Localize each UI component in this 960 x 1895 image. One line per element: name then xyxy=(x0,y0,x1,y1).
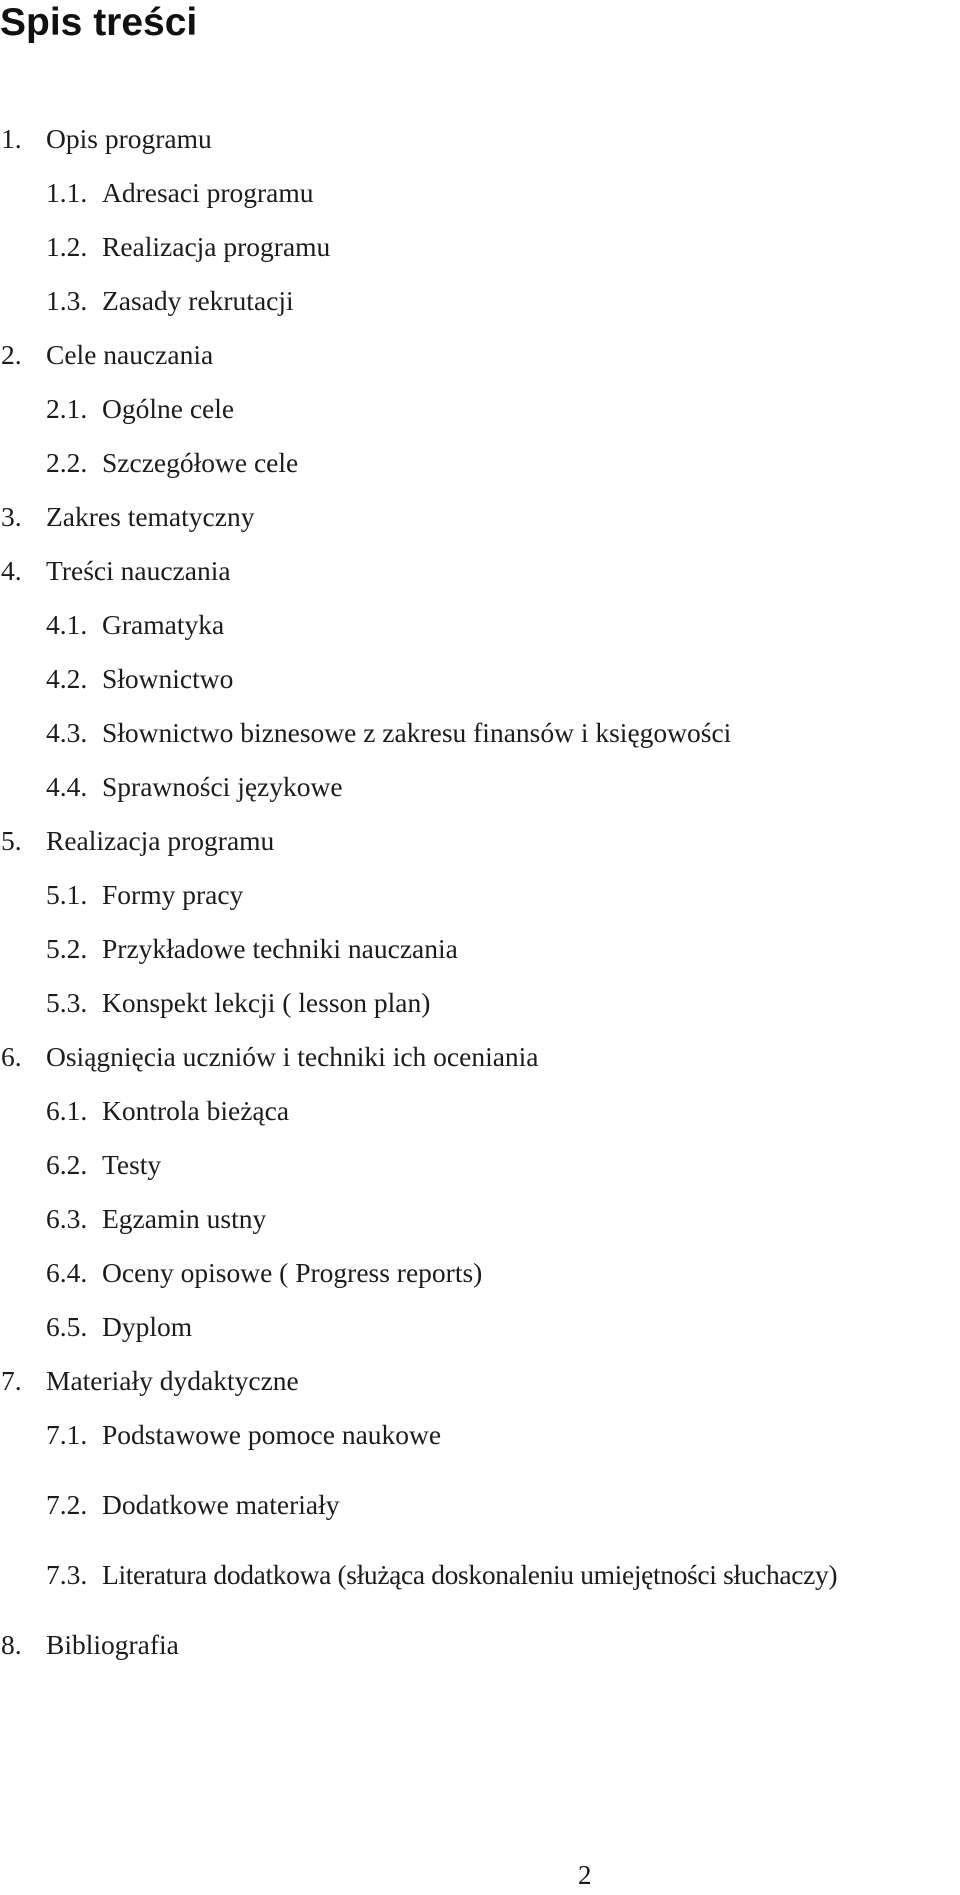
toc-entry-number: 5.1. xyxy=(46,879,88,910)
toc-entry-title: Dodatkowe materiały xyxy=(102,1489,340,1520)
toc-entry-title: Literatura dodatkowa (służąca doskonaleniu umiejętności słuchaczy) xyxy=(102,1559,838,1590)
toc-entry-title: Gramatyka xyxy=(102,609,225,640)
toc-entry xyxy=(0,1628,960,1682)
page-title: Spis treści xyxy=(0,1,198,44)
toc-entry xyxy=(0,1202,960,1256)
toc-entry-title: Oceny opisowe ( Progress reports) xyxy=(102,1257,483,1288)
toc-entry-title: Realizacja programu xyxy=(46,825,275,856)
toc-entry-number: 1.1. xyxy=(46,177,88,208)
toc-entry xyxy=(0,1040,960,1094)
toc-entry xyxy=(0,1418,960,1488)
toc-entry-number: 6.5. xyxy=(46,1311,88,1342)
toc-entry xyxy=(0,500,960,554)
toc-entry-title: Treści nauczania xyxy=(46,555,231,586)
toc-entry-title: Osiągnięcia uczniów i techniki ich oceniania xyxy=(46,1041,539,1072)
toc-entry-number: 6.2. xyxy=(46,1149,88,1180)
toc-entry xyxy=(0,770,960,824)
toc-entry-title: Przykładowe techniki nauczania xyxy=(102,933,458,964)
toc-entry xyxy=(0,554,960,608)
toc-entry-number: 4. xyxy=(1,555,22,586)
toc-entry-number: 6.4. xyxy=(46,1257,88,1288)
toc-entry-title: Materiały dydaktyczne xyxy=(46,1365,299,1396)
toc-entry xyxy=(0,1256,960,1310)
toc-entry-number: 5.3. xyxy=(46,987,88,1018)
toc-entry-number: 6.1. xyxy=(46,1095,88,1126)
toc-entry xyxy=(0,1488,960,1558)
toc-entry-number: 6.3. xyxy=(46,1203,88,1234)
toc-entry-number: 4.1. xyxy=(46,609,88,640)
toc-entry-number: 2.2. xyxy=(46,447,88,478)
toc-entry-number: 8. xyxy=(1,1629,22,1660)
toc-entry-number: 3. xyxy=(1,501,22,532)
toc-entry-number: 4.2. xyxy=(46,663,88,694)
toc-entry xyxy=(0,1364,960,1418)
toc-entry-number: 1. xyxy=(1,123,22,154)
toc-entry-title: Konspekt lekcji ( lesson plan) xyxy=(102,987,431,1018)
toc-entry-number: 5.2. xyxy=(46,933,88,964)
toc-entry xyxy=(0,1148,960,1202)
toc-entry xyxy=(0,1094,960,1148)
toc-entry-title: Zasady rekrutacji xyxy=(102,285,294,316)
toc-entry xyxy=(0,338,960,392)
toc-entry-title: Dyplom xyxy=(102,1311,193,1342)
toc-entry xyxy=(0,230,960,284)
toc-entry xyxy=(0,878,960,932)
toc-entry xyxy=(0,716,960,770)
toc-entry xyxy=(0,986,960,1040)
toc-entry-title: Opis programu xyxy=(46,123,212,154)
toc-entry xyxy=(0,392,960,446)
toc-entry-title: Formy pracy xyxy=(102,879,244,910)
toc-entry xyxy=(0,932,960,986)
toc-entry xyxy=(0,824,960,878)
toc-entry xyxy=(0,446,960,500)
page-number: 2 xyxy=(578,1860,592,1890)
toc-entry-title: Szczegółowe cele xyxy=(102,447,299,478)
toc-entry-title: Bibliografia xyxy=(46,1629,179,1660)
toc-entry-number: 6. xyxy=(1,1041,22,1072)
toc-entry xyxy=(0,608,960,662)
toc-entry xyxy=(0,662,960,716)
toc-entry-number: 1.2. xyxy=(46,231,88,262)
toc-entry-title: Słownictwo biznesowe z zakresu finansów i księgowości xyxy=(102,717,732,748)
toc-entry-title: Testy xyxy=(102,1149,162,1180)
toc-entry-number: 5. xyxy=(1,825,22,856)
toc-entry-number: 2.1. xyxy=(46,393,88,424)
toc-entry-number: 7. xyxy=(1,1365,22,1396)
toc-entry-title: Sprawności językowe xyxy=(102,771,343,802)
toc-entry xyxy=(0,1558,960,1628)
toc-entry-title: Słownictwo xyxy=(102,663,234,694)
toc-entry xyxy=(0,122,960,176)
toc-entry-title: Adresaci programu xyxy=(102,177,314,208)
toc-entry-number: 7.1. xyxy=(46,1419,88,1450)
toc-entry-title: Kontrola bieżąca xyxy=(102,1095,290,1126)
toc-entry-title: Egzamin ustny xyxy=(102,1203,267,1234)
toc-entry-title: Cele nauczania xyxy=(46,339,214,370)
toc-entry-title: Podstawowe pomoce naukowe xyxy=(102,1419,442,1450)
toc-entry-title: Ogólne cele xyxy=(102,393,235,424)
toc-entry-number: 1.3. xyxy=(46,285,88,316)
toc-entry xyxy=(0,284,960,338)
toc-entry-number: 2. xyxy=(1,339,22,370)
toc-entry-number: 7.3. xyxy=(46,1559,88,1590)
toc-entry-number: 7.2. xyxy=(46,1489,88,1520)
toc-entry-title: Realizacja programu xyxy=(102,231,331,262)
table-of-contents xyxy=(0,122,960,1682)
toc-entry-number: 4.4. xyxy=(46,771,88,802)
toc-entry-title: Zakres tematyczny xyxy=(46,501,255,532)
toc-entry xyxy=(0,176,960,230)
toc-entry-number: 4.3. xyxy=(46,717,88,748)
toc-entry xyxy=(0,1310,960,1364)
